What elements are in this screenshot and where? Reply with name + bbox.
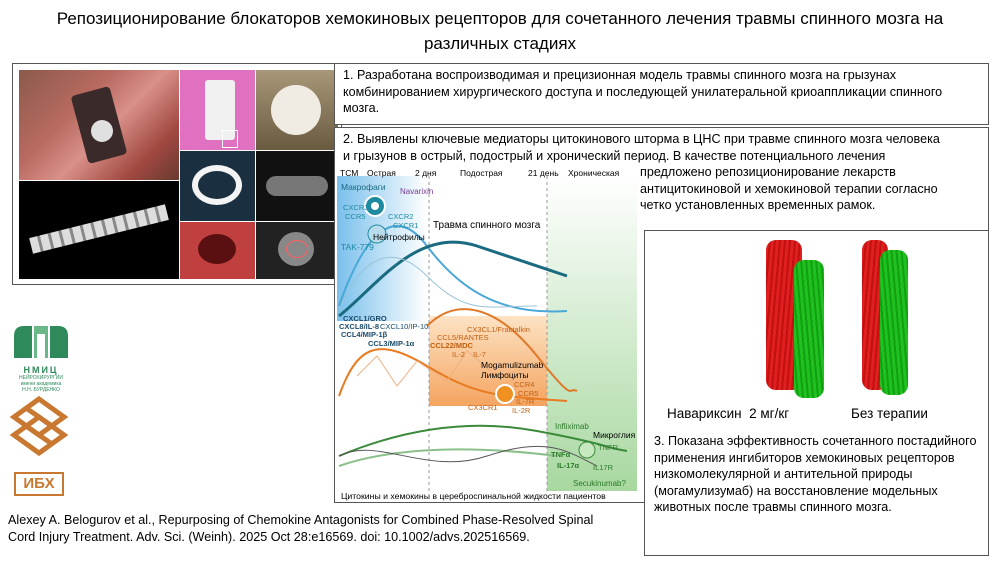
label-neutrophils: Нейтрофилы (373, 232, 425, 242)
label-ccr4: CCR4 (514, 380, 535, 389)
point3-text: 3. Показана эффективность сочетанного постадийного применения ингибиторов хемокиновых рецепторов низкомолекулярной и антительной природы (могамулизумаб) на восстановление модельных животных после травмы спинного мозга. (654, 434, 977, 514)
ibh-text: ИБХ (14, 472, 64, 496)
label-il7: IL-7 (473, 350, 486, 359)
label-ccl3: CCL3/MIP-1α (368, 339, 415, 348)
nmic-line3: Н.Н. БУРДЕНКО (22, 387, 60, 393)
point2-line2: и грызунов в острый, подострый и хронический период. В качестве потенциального лечения (343, 148, 886, 163)
label-tnfa: TNFα (551, 450, 571, 459)
label-cxcr3: CXCR3 (343, 203, 369, 212)
timeline-2days: 2 дня (415, 168, 437, 178)
label-cx3cr1: CX3CR1 (468, 403, 498, 412)
tracts-no-therapy-image (858, 240, 918, 398)
timeline-tsm: ТСМ (340, 168, 359, 178)
nmic-logo (10, 322, 72, 393)
mri-bottom-photo (256, 222, 338, 279)
spine-3d-photo (19, 181, 179, 279)
label-cxcl10: CXCL10/IP-10 (380, 322, 429, 331)
label-cxcl1: CXCL1/GRO (343, 314, 387, 323)
surgery-photo (19, 70, 179, 180)
label-mogamulizumab: Mogamulizumab (481, 360, 544, 370)
label-macrophages: Макрофаги (341, 182, 386, 192)
model-photos-panel (12, 63, 342, 285)
label-il7r: IL-7R (516, 397, 535, 406)
mri-top-photo (256, 151, 338, 221)
label-il2r: IL-2R (512, 406, 531, 415)
citation: Alexey A. Belogurov et al., Repurposing of Chemokine Antagonists for Combined Phase-Resolved Spinal Cord Injury Treatment. Adv. Sci. (Weinh). 2025 Oct 28:e16569. doi: 10.1002/advs.202516569. (8, 513, 594, 544)
label-lymphocytes: Лимфоциты (481, 370, 529, 380)
label-ccr5b: CCR5 (518, 389, 539, 398)
timeline-subacute: Подострая (460, 168, 503, 178)
label-tak779: TAK-779 (341, 242, 374, 252)
ibh-logo (10, 395, 68, 493)
timeline-chronic: Хроническая (568, 168, 620, 178)
label-cxcl8: CXCL8/IL-8 (339, 322, 380, 331)
diagram-footer: Цитокины и хемокины в цереброспинальной жидкости пациентов (341, 491, 606, 501)
cryo-device-photo (180, 70, 255, 150)
timeline-21days: 21 день (528, 168, 559, 178)
nmic-logo-mark (10, 322, 72, 360)
label-il17a: IL-17α (557, 461, 580, 470)
timeline-acute: Острая (367, 168, 396, 178)
label-ccr5: CCR5 (345, 212, 366, 221)
label-navarixin-dose: Навариксин 2 мг/кг (667, 406, 790, 421)
ibh-logo-mark (10, 395, 68, 465)
nmic-line1: НЕЙРОХИРУРГИИ (19, 375, 63, 381)
tracts-navarixin-image (760, 240, 832, 398)
point2-rest: предложено репозиционирование лекарств антицитокиновой и хемокиновой терапии согласно четко установленных временных рамок. (640, 165, 938, 212)
label-trauma: Травма спинного мозга (433, 220, 541, 231)
point1-text: 1. Разработана воспроизводимая и прецизионная модель травмы спинного мозга на грызунах комбинированием хирургического доступа и последующей унилатеральной криоаппликации спинного мозга. (343, 68, 943, 115)
vertebra-3d-photo (180, 151, 255, 221)
label-microglia: Микроглия (593, 430, 636, 440)
label-cx3cl1: CX3CL1/Fractalkin (467, 325, 530, 334)
label-tnfr: TNFR (598, 443, 618, 452)
label-ccl4: CCL4/MIP-1β (341, 330, 388, 339)
label-navarixin: Navarixin (400, 187, 434, 196)
lesion-photo (180, 222, 255, 279)
point2-line1: 2. Выявлены ключевые медиаторы цитокинового шторма в ЦНС при травме спинного мозга человека (343, 132, 940, 146)
label-secukinumab: Secukinumab? (573, 479, 626, 488)
label-il2: IL-2 (452, 350, 465, 359)
label-cxcr2: CXCR2 (388, 212, 414, 221)
rat-photo (256, 70, 338, 150)
label-il17r: IL17R (593, 463, 614, 472)
nmic-abbr: НМИЦ (23, 365, 59, 375)
label-ccl22: CCL22/MDC (430, 341, 473, 350)
label-infliximab: Infliximab (555, 422, 589, 431)
label-cxcr1: CXCR1 (393, 221, 419, 230)
page-title: Репозиционирование блокаторов хемокиновых рецепторов для сочетанного лечения травмы спинного мозга на различных стадиях (56, 9, 944, 53)
label-no-therapy: Без терапии (851, 406, 928, 421)
label-ccl5: CCL5/RANTES (437, 333, 489, 342)
nmic-line2: имени академика (20, 381, 62, 387)
